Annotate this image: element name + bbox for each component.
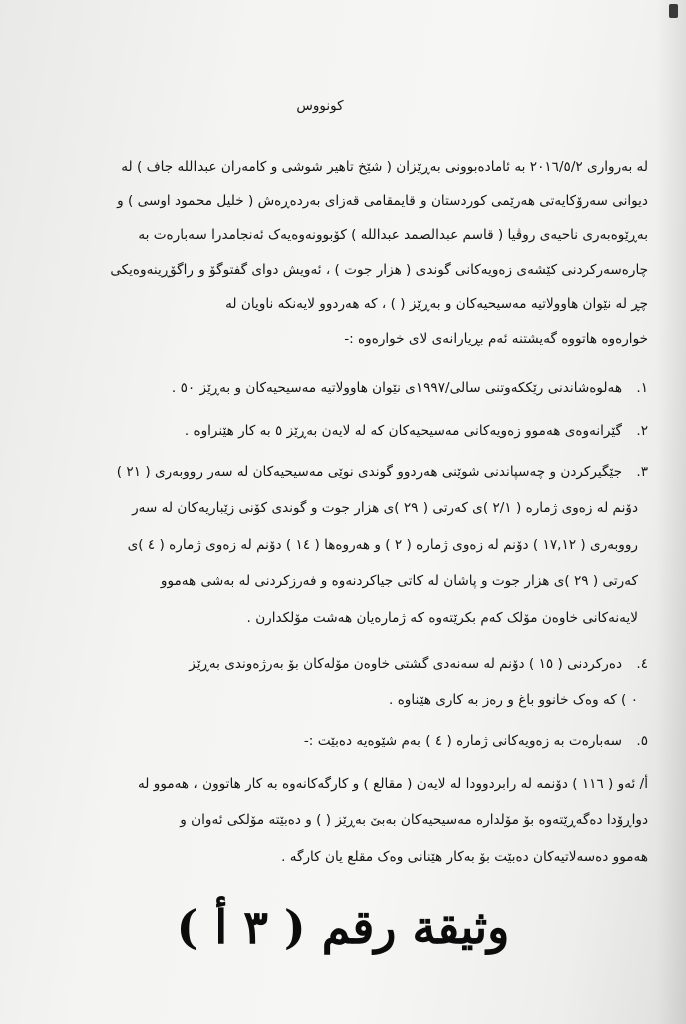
sub-item-line-2: دواڕۆدا دەگەڕێتەوە بۆ مۆلدارە مەسیحیەکان بەبێ بەڕێز ( ) و دەبێتە مۆلکی ئەوان و (180, 812, 648, 828)
intro-line-3: بەڕێوەبەری ناحیەی روڤیا ( قاسم عبدالصمد عبداللە ) کۆبوونەوەیەک ئەنجامدرا سەبارەت بە (138, 227, 648, 243)
intro-line-1: لە بەرواری ٢٠١٦/٥/٢ بە ئامادەبوونی بەڕێزان ( شێخ تاهیر شوشی و کامەران عبداللە جاف ) لە (121, 159, 648, 175)
item-2-number: ٢. (636, 423, 648, 439)
intro-line-6: خوارەوە هاتووە گەیشتنە ئەم بڕیارانەی لای خوارەوە :- (344, 331, 648, 347)
intro-line-4: چارەسەرکردنی کێشەی زەویەکانی گوندی ( هزار جوت ) ، ئەویش دوای گفتوگۆ و راگۆڕینەوەیکی (110, 262, 648, 278)
item-1-number: ١. (636, 380, 648, 396)
intro-line-2: دیوانی سەرۆکایەتی هەرێمی کوردستان و قایمقامی قەزای بەردەڕەش ( خلیل محمود اوسی ) و (117, 193, 648, 209)
item-3-number: ٣. (636, 464, 648, 480)
sub-item-line-3: هەموو دەسەلاتیەکان دەبێت بۆ بەکار هێنانی وەک مقلع یان کارگە . (281, 849, 648, 865)
document-number-stamp: وثيقة رقم ( ٣ أ ) (176, 900, 510, 954)
item-2-line-1: گێرانەوەی هەموو زەویەکانی مەسیحیەکان کە لە لایەن بەڕێز ٥ بە کار هێنراوە . (184, 423, 622, 439)
item-4-line-2: ٠ ) کە وەک خانوو باغ و رەز بە کاری هێناوە . (389, 692, 638, 708)
item-3-line-5: لایەنەکانی خاوەن مۆلک کەم بکرێتەوە کە ژمارەیان هەشت مۆلکدارن . (246, 610, 638, 626)
sub-item-line-1: أ/ ئەو ( ١١٦ ) دۆنمە لە رابردوودا لە لایەن ( مقالع ) و کارگەکانەوە بە کار هاتوون ، هەموو لە (138, 776, 648, 792)
document-title: كونووس (296, 98, 344, 114)
item-3-line-1: جێگیرکردن و چەسپاندنی شوێنی هەردوو گوندی نوێی مەسیحیەکان لە سەر رووبەری ( ٢١ ) (116, 464, 622, 480)
item-1-line-1: هەلوەشاندنی رێککەوتنی سالی/١٩٩٧ی نێوان هاوولاتیە مەسیحیەکان و بەڕێز ٥٠ . (171, 380, 622, 396)
page-edge-shadow (656, 0, 686, 1024)
item-4-line-1: دەرکردنی ( ١٥ ) دۆنم لە سەنەدی گشتی خاوەن مۆلەکان بۆ بەرژەوندی بەڕێز (189, 656, 622, 672)
item-4-number: ٤. (636, 656, 648, 672)
item-5-line-1: سەبارەت بە زەویەکانی ژمارە ( ٤ ) بەم شێوەیە دەبێت :- (303, 733, 622, 749)
item-3-line-2: دۆنم لە زەوی ژمارە ( ٢/١ )ی کەرتی ( ٢٩ )ی هزار جوت و گوندی کۆنی زێباریەکان لە سەر (132, 500, 638, 516)
item-3-line-3: رووبەری ( ١٧,١٢ ) دۆنم لە زەوی ژمارە ( ٢ ) و هەروەها ( ١٤ ) دۆنم لە زەوی ژمارە ( ٤ )ی (127, 537, 638, 553)
intro-line-5: چڕ لە نێوان هاوولاتیە مەسیحیەکان و بەڕێز ( ) ، کە هەردوو لایەنکە ناویان لە (225, 296, 648, 312)
item-3-line-4: کەرتی ( ٢٩ )ی هزار جوت و پاشان لە کاتی جیاکردنەوە و فەرزکردنی لە بەشی هەموو (160, 573, 638, 589)
item-5-number: ٥. (636, 733, 648, 749)
binder-clip-mark (669, 4, 678, 18)
